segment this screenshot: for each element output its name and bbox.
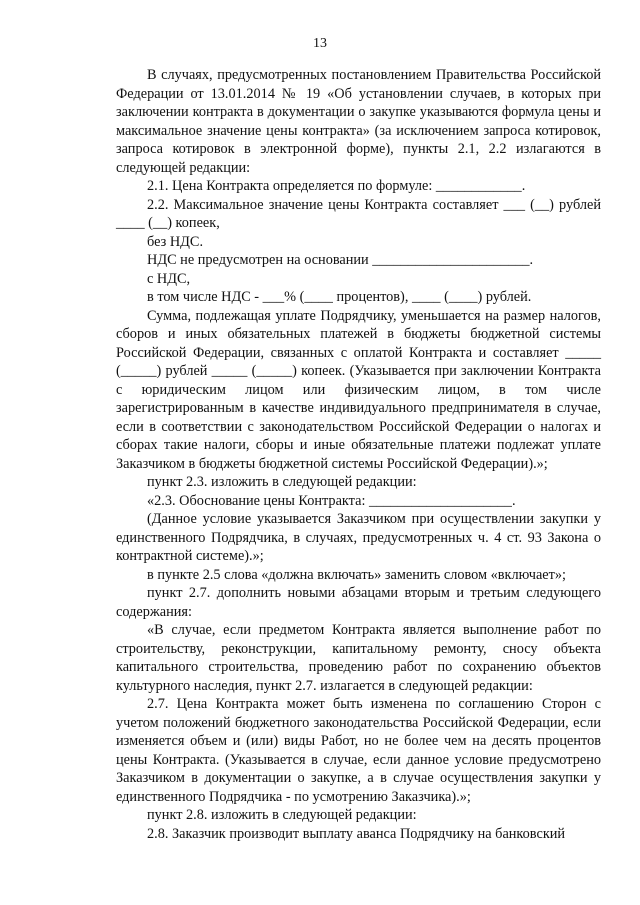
paragraph: НДС не предусмотрен на основании ______________________. [147, 252, 534, 268]
paragraph: без НДС. [147, 233, 204, 250]
paragraph: 2.2. Максимальное значение цены Контракта составляет ___ (__) рублей ____ (__) копеек, [116, 196, 601, 231]
paragraph: В случаях, предусмотренных постановлением Правительства Российской Федерации от 13.01.2014 № 19 «Об установлении случаев, в которых при заключении контракта в документации о закупке указываются формула цены и максимальное значение цены контракта» (за исключением запроса котировок, запроса котировок в электронной форме), пункты 2.1, 2.2 излагаются в следующей редакции: [116, 67, 601, 176]
paragraph: пункт 2.8. изложить в следующей редакции: [147, 807, 417, 823]
paragraph: в том числе НДС - ___% (____ процентов), ____ (____) рублей. [147, 289, 532, 305]
page-number: 13 [313, 36, 327, 51]
paragraph: 2.1. Цена Контракта определяется по формуле: ____________. [147, 178, 526, 194]
paragraph: в пункте 2.5 слова «должна включать» заменить словом «включает»; [147, 566, 567, 583]
document-body [116, 66, 601, 843]
paragraph: «В случае, если предметом Контракта является выполнение работ по строительству, реконструкции, капитальному ремонту, сносу объекта капитального строительства, проведению работ по сохранению объектов культурного наследия, пункт 2.7. излагается в следующей редакции: [116, 622, 601, 694]
paragraph: (Данное условие указывается Заказчиком при осуществлении закупки у единственного Подрядчика, в случаях, предусмотренных ч. 4 ст. 93 Закона о контрактной системе).»; [116, 511, 601, 564]
paragraph: Сумма, подлежащая уплате Подрядчику, уменьшается на размер налогов, сборов и иных обязательных платежей в бюджеты бюджетной системы Российской Федерации, связанных с оплатой Контракта и составляет _____ (_____) рублей _____ (_____) копеек. (Указывается при заключении Контракта с юридическим лицом или физическим лицом, в том числе зарегистрированным в качестве индивидуального предпринимателя в случае, если в соответствии с законодательством Российской Федерации о налогах и сборах такие налоги, сборы и иные обязательные платежи подлежат уплате Заказчиком в бюджеты бюджетной системы Российской Федерации).»; [116, 307, 601, 472]
paragraph: «2.3. Обоснование цены Контракта: ____________________. [147, 492, 516, 509]
paragraph: с НДС, [147, 270, 191, 287]
paragraph: 2.7. Цена Контракта может быть изменена по соглашению Сторон с учетом положений бюджетного законодательства Российской Федерации, если изменяется объем и (или) виды Работ, но не более чем на десять процентов цены Контракта. (Указывается в случае, если данное условие предусмотрено Заказчиком в документации о закупке, а в случае осуществления закупки у единственного Подрядчика - по усмотрению Заказчика).»; [116, 696, 601, 805]
paragraph: пункт 2.3. изложить в следующей редакции: [147, 474, 417, 490]
paragraph: 2.8. Заказчик производит выплату аванса Подрядчику на банковский [147, 825, 566, 842]
paragraph: пункт 2.7. дополнить новыми абзацами вторым и третьим следующего содержания: [116, 585, 601, 620]
